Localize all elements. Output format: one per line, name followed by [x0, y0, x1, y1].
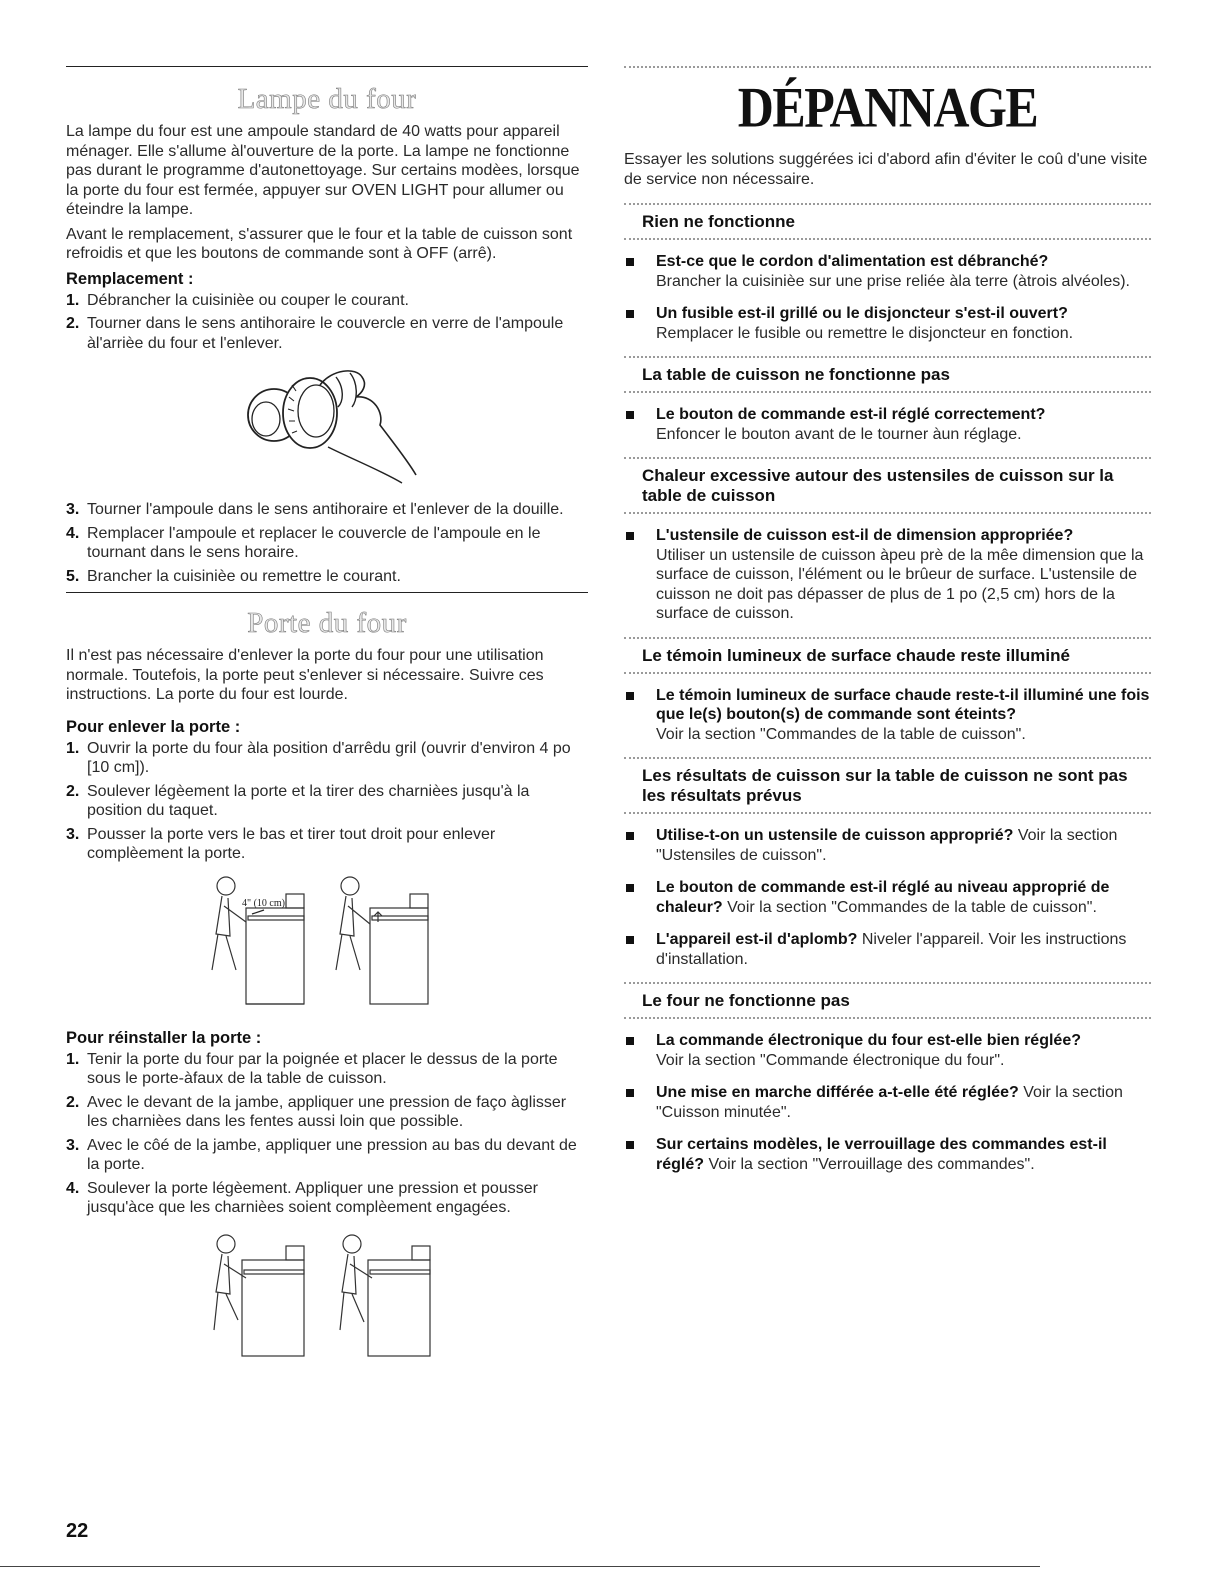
door-reinstall-illustration	[66, 1230, 588, 1360]
remove-door-steps	[66, 739, 588, 864]
dotted-rule	[624, 1017, 1151, 1019]
bullet-icon	[626, 1141, 634, 1149]
list-item: 1. Ouvrir la porte du four àla position d'arrêdu gril (ouvrir d'environ 4 po [10 cm]).	[66, 739, 571, 776]
lamp-paragraph-1: La lampe du four est une ampoule standard de 40 watts pour appareil ménager. Elle s'allume àl'ouverture de la porte. La lampe ne fonctionne pas durant le programme d'autonettoyage. Sur certains modèes, lorsque la porte du four est fermée, appuyer sur OVEN LIGHT pour allumer ou éteindre la lampe.	[66, 123, 580, 218]
bullet-icon	[626, 310, 634, 318]
problem-heading: Les résultats de cuisson sur la table de cuisson ne sont pas les résultats prévus	[642, 766, 1128, 805]
list-item: 3. Avec le côé de la jambe, appliquer une pression au bas du devant de la porte.	[66, 1136, 577, 1173]
bullet-icon	[626, 1037, 634, 1045]
list-item: L'ustensile de cuisson est-il de dimension appropriée? Utiliser un ustensile de cuisson àpeu prè de la mêe dimension que la surface de cuisson, l'élément ou le brûeur de surface. L'ustensile de cuisson ne doit pas dépasser de plus de 1 po (2,5 cm) hors de la surface de cuisson.	[624, 526, 1151, 624]
list-item: Un fusible est-il grillé ou le disjoncteur s'est-il ouvert? Remplacer le fusible ou remettre le disjoncteur en fonction.	[624, 304, 1151, 343]
bullet-icon	[626, 884, 634, 892]
bottom-rule	[0, 1566, 1040, 1567]
list-item: Utilise-t-on un ustensile de cuisson approprié? Voir la section "Ustensiles de cuisson".	[624, 826, 1151, 865]
problem-list	[624, 405, 1151, 444]
lamp-steps-a	[66, 291, 588, 354]
problem-heading: Le four ne fonctionne pas	[642, 991, 850, 1010]
door-section-title: Porte du four	[247, 607, 407, 639]
dotted-rule	[624, 812, 1151, 814]
problem-list	[624, 526, 1151, 624]
list-item: Le témoin lumineux de surface chaude reste-t-il illuminé une fois que le(s) bouton(s) de commande sont éteints? Voir la section "Commandes de la table de cuisson".	[624, 686, 1151, 745]
bullet-icon	[626, 832, 634, 840]
list-item: 4. Soulever la porte légèement. Appliquer une pression et pousser jusqu'àce que les charnièes soient complèement engagées.	[66, 1179, 538, 1216]
list-item: 2. Tourner dans le sens antihoraire le couvercle en verre de l'ampoule àl'arrièe du four et l'enlever.	[66, 315, 564, 352]
list-item: L'appareil est-il d'aplomb? Niveler l'appareil. Voir les instructions d'installation.	[624, 930, 1151, 969]
lamp-steps-b	[66, 500, 588, 586]
list-item: 3. Pousser la porte vers le bas et tirer tout droit pour enlever complèement la porte.	[66, 825, 496, 862]
bullet-icon	[626, 258, 634, 266]
problem-list	[624, 1031, 1151, 1174]
bulb-cover-illustration	[66, 363, 588, 488]
replacement-subhead: Remplacement :	[66, 269, 194, 288]
reinstall-door-subhead: Pour réinstaller la porte :	[66, 1028, 262, 1047]
section-divider	[66, 592, 588, 593]
page-number: 22	[66, 1520, 89, 1542]
problem-list	[624, 686, 1151, 745]
left-column	[66, 66, 588, 1360]
bullet-icon	[626, 692, 634, 700]
list-item: Le bouton de commande est-il réglé correctement? Enfoncer le bouton avant de le tourner àun réglage.	[624, 405, 1151, 444]
troubleshooting-intro: Essayer les solutions suggérées ici d'abord afin d'éviter le coû d'une visite de service non nécessaire.	[624, 151, 1148, 188]
lamp-section-title: Lampe du four	[237, 83, 417, 115]
dotted-rule	[624, 391, 1151, 393]
lamp-paragraph-2: Avant le remplacement, s'assurer que le four et la table de cuisson sont refroidis et que les boutons de commande sont à OFF (arrê).	[66, 225, 573, 262]
list-item: La commande électronique du four est-elle bien réglée? Voir la section "Commande électronique du four".	[624, 1031, 1151, 1070]
dotted-rule	[624, 66, 1151, 68]
list-item: Une mise en marche différée a-t-elle été réglée? Voir la section "Cuisson minutée".	[624, 1083, 1151, 1122]
list-item: Le bouton de commande est-il réglé au niveau approprié de chaleur? Voir la section "Commandes de la table de cuisson".	[624, 878, 1151, 917]
dotted-rule	[624, 238, 1151, 240]
dotted-rule	[624, 512, 1151, 514]
troubleshooting-title: DÉPANNAGE	[737, 74, 1038, 140]
top-rule	[66, 66, 588, 67]
list-item: Sur certains modèles, le verrouillage des commandes est-il réglé? Voir la section "Verrouillage des commandes".	[624, 1135, 1151, 1174]
problem-list	[624, 826, 1151, 969]
bullet-icon	[626, 532, 634, 540]
bullet-icon	[626, 936, 634, 944]
problem-heading: Le témoin lumineux de surface chaude reste illuminé	[642, 645, 1070, 665]
list-item: 4. Remplacer l'ampoule et replacer le couvercle de l'ampoule en le tournant dans le sens horaire.	[66, 524, 541, 561]
list-item: 5. Brancher la cuisinièe ou remettre le courant.	[66, 567, 401, 585]
dotted-rule	[624, 672, 1151, 674]
list-item: 1. Tenir la porte du four par la poignée et placer le dessus de la porte sous le porte-àfaux de la table de cuisson.	[66, 1050, 558, 1087]
reinstall-door-steps	[66, 1050, 588, 1218]
remove-door-subhead: Pour enlever la porte :	[66, 717, 241, 736]
list-item: 3. Tourner l'ampoule dans le sens antihoraire et l'enlever de la douille.	[66, 501, 564, 518]
problem-heading: La table de cuisson ne fonctionne pas	[642, 365, 950, 384]
list-item: 2. Soulever légèement la porte et la tirer des charnièes jusqu'à la position du taquet.	[66, 782, 530, 819]
list-item: Est-ce que le cordon d'alimentation est débranché? Brancher la cuisinièe sur une prise reliée àla terre (àtrois alvéoles).	[624, 252, 1151, 291]
problem-list	[624, 252, 1151, 343]
list-item: 1. Débrancher la cuisinièe ou couper le courant.	[66, 291, 409, 309]
right-column	[624, 66, 1151, 1187]
figure-measure-label: 4" (10 cm)	[242, 897, 285, 909]
problem-heading: Rien ne fonctionne	[642, 212, 795, 231]
problem-heading: Chaleur excessive autour des ustensiles de cuisson sur la table de cuisson	[642, 466, 1114, 505]
door-removal-illustration	[66, 872, 588, 1012]
bullet-icon	[626, 411, 634, 419]
list-item: 2. Avec le devant de la jambe, appliquer une pression de faço àglisser les charnièes dans les fentes aussi loin que possible.	[66, 1093, 567, 1130]
bullet-icon	[626, 1089, 634, 1097]
door-paragraph: Il n'est pas nécessaire d'enlever la porte du four pour une utilisation normale. Toutefois, la porte peut s'enlever si nécessaire. Suivre ces instructions. La porte du four est lourde.	[66, 647, 544, 703]
